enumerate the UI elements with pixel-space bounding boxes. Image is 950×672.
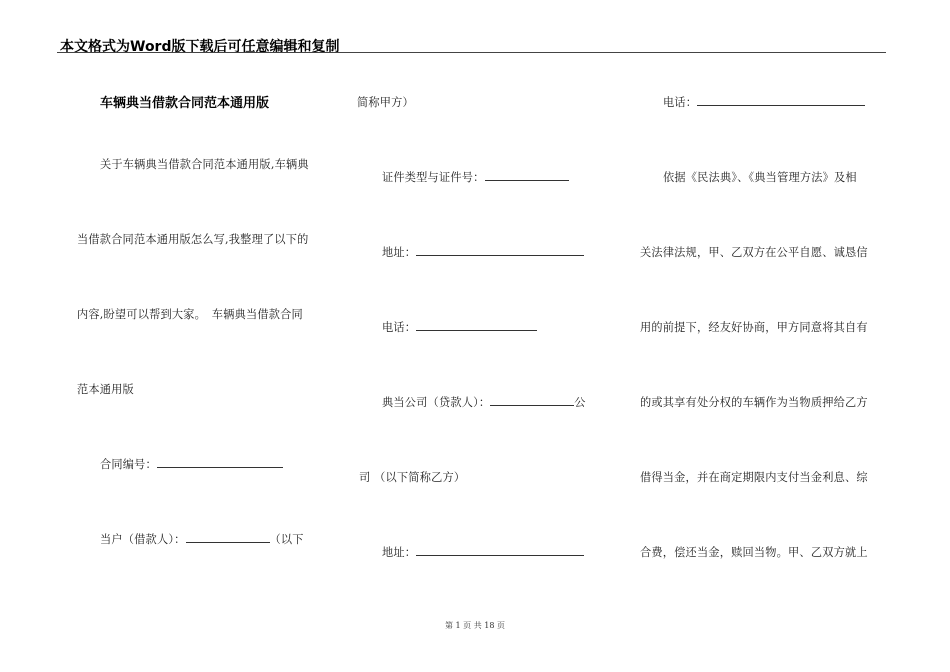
body-line-6: 合费，偿还当金，赎回当物。甲、乙双方就上 <box>640 546 868 559</box>
pawnshop-field <box>382 394 586 410</box>
body-line-1: 依据《民法典》、《典当管理方法》及相 <box>663 171 857 184</box>
address-blank-2 <box>416 545 584 556</box>
pawner-field <box>100 531 304 547</box>
intro-line-2: 当借款合同范本通用版怎么写,我整理了以下的 <box>77 233 309 246</box>
header-divider <box>57 52 886 53</box>
document-title: 车辆典当借款合同范本通用版 <box>100 96 270 111</box>
phone-label-2: 电话： <box>663 96 698 109</box>
phone-blank-2 <box>697 95 865 106</box>
pawnshop-label: 典当公司（贷款人）： <box>382 396 491 409</box>
intro-line-1: 关于车辆典当借款合同范本通用版,车辆典 <box>100 158 309 171</box>
body-line-4: 的或其享有处分权的车辆作为当物质押给乙方 <box>640 396 868 409</box>
contract-number-label: 合同编号： <box>100 458 157 471</box>
pawner-suffix: （以下 <box>269 533 304 546</box>
address-field-2 <box>382 544 584 560</box>
col2-line-1: 简称甲方） <box>357 96 414 109</box>
pawner-blank <box>186 532 270 543</box>
body-line-5: 借得当金，并在商定期限内支付当金利息、综 <box>640 471 868 484</box>
id-field <box>382 169 569 185</box>
intro-line-3: 内容,盼望可以帮到大家。 车辆典当借款合同 <box>77 308 303 321</box>
pawnshop-blank <box>490 395 574 406</box>
body-line-2: 关法律法规，甲、乙双方在公平自愿、诚恳信 <box>640 246 868 259</box>
id-label: 证件类型与证件号： <box>382 171 485 184</box>
body-line-3: 用的前提下，经友好协商，甲方同意将其自有 <box>640 321 868 334</box>
contract-number-blank <box>157 457 283 468</box>
address-label-2: 地址： <box>382 546 417 559</box>
document-header: 本文格式为Word版下载后可任意编辑和复制 <box>60 39 340 55</box>
pawner-label: 当户（借款人）： <box>100 533 186 546</box>
id-blank <box>485 170 569 181</box>
page-number: 第 1 页 共 18 页 <box>445 621 505 630</box>
intro-line-4: 范本通用版 <box>77 383 134 396</box>
contract-number-field <box>100 456 283 472</box>
pawnshop-suffix: 公 <box>574 396 586 409</box>
phone-field-1 <box>382 319 537 335</box>
address-label-1: 地址： <box>382 246 417 259</box>
phone-field-2 <box>663 94 865 110</box>
phone-blank-1 <box>416 320 537 331</box>
col2-line-6: 司 （以下简称乙方） <box>359 471 466 484</box>
address-field-1 <box>382 244 584 260</box>
address-blank-1 <box>416 245 584 256</box>
phone-label-1: 电话： <box>382 321 417 334</box>
